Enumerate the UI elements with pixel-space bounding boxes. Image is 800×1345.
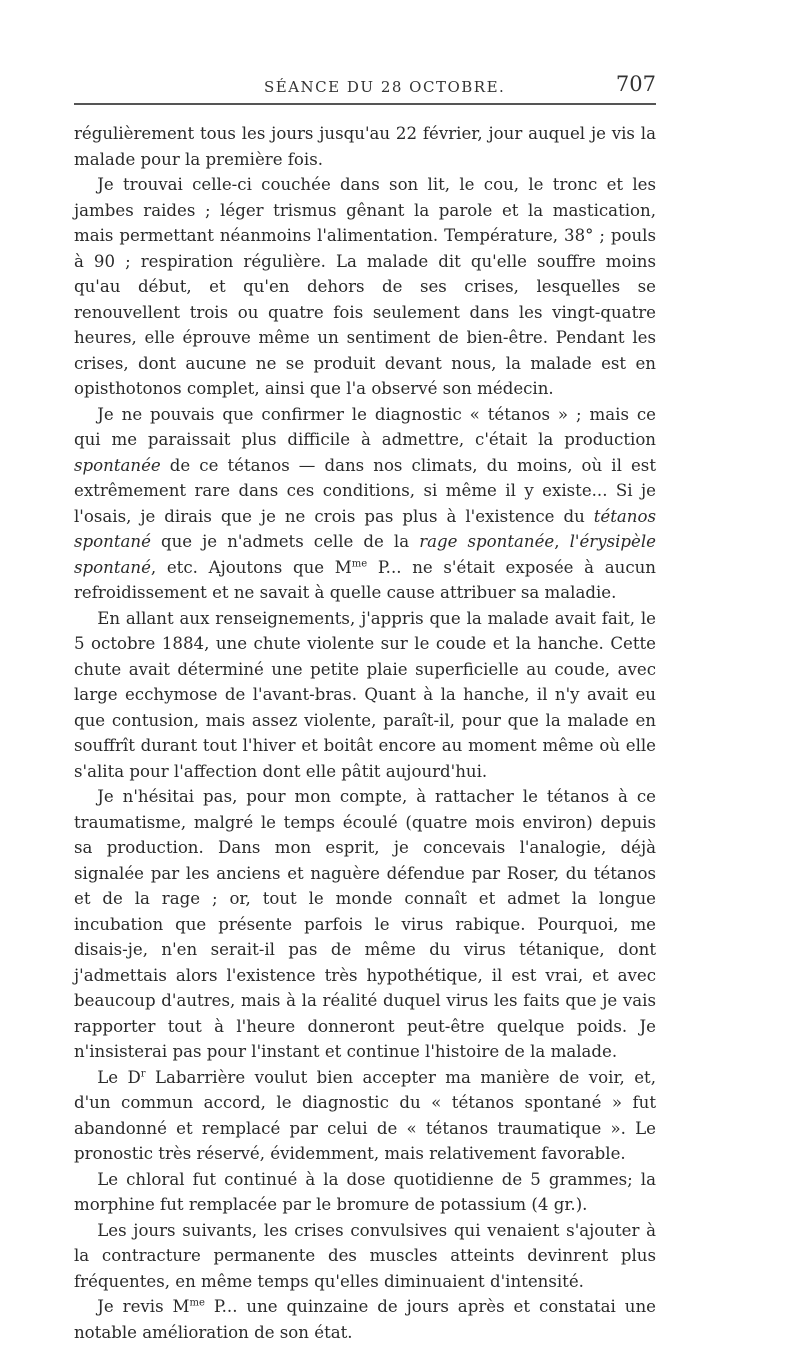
paragraph-3 bbox=[74, 402, 656, 606]
paragraph-8: Les jours suivants, les crises convulsives qui venaient s'ajouter à la contracture permanente des muscles atteints devinrent plus fréquentes, en même temps qu'elles diminuaient d'intensité. bbox=[74, 1220, 656, 1291]
body-text bbox=[74, 121, 656, 1345]
header-rule bbox=[74, 103, 656, 105]
italic-term: tétanos spontané bbox=[74, 506, 656, 551]
superscript: me bbox=[351, 557, 368, 569]
superscript: r bbox=[140, 1067, 146, 1079]
text-run: P... ne s'était exposée à aucun refroidissement et ne savait à quelle cause attribuer sa maladie. bbox=[74, 557, 656, 602]
paragraph-5: Je n'hésitai pas, pour mon compte, à rattacher le tétanos à ce traumatisme, malgré le temps écoulé (quatre mois environ) depuis sa production. Dans mon esprit, je concevais l'analogie, déjà signalée par les anciens et naguère défendue par Roser, du tétanos et de la rage ; or, tout le monde connaît et admet la longue incubation que présente parfois le virus rabique. Pourquoi, me disais-je, n'en serait-il pas de même du virus tétanique, dont j'admettais alors l'existence très hypothétique, il est vrai, et avec beaucoup d'autres, mais à la réalité duquel virus les faits que je vais rapporter tout à l'heure donneront peut-être quelque poids. Je n'insisterai pas pour l'instant et continue l'histoire de la malade. bbox=[74, 787, 656, 1061]
text-run: Labarrière voulut bien accepter ma manière de voir, et, d'un commun accord, le diagnostic du « tétanos spontané » fut abandonné et remplacé par celui de « tétanos traumatique ». Le pronostic très réservé, évidemment, mais relativement favorable. bbox=[74, 1067, 656, 1163]
page-header bbox=[74, 72, 656, 98]
italic-term: spontanée bbox=[74, 455, 161, 475]
text-run: de ce tétanos — dans nos climats, du moins, où il est extrêmement rare dans ces conditions, si même il y existe... Si je l'osais, je dirais que je ne crois pas plus à l'existence du bbox=[74, 455, 656, 526]
paragraph-1: régulièrement tous les jours jusqu'au 22 février, jour auquel je vis la malade pour la première fois. bbox=[74, 124, 656, 169]
text-run: , etc. Ajoutons que M bbox=[150, 557, 352, 577]
text-run: , bbox=[554, 532, 570, 551]
text-run: P... une quinzaine de jours après et constatai une notable amélioration de son état. bbox=[74, 1297, 656, 1342]
text-run: Je revis M bbox=[97, 1297, 190, 1316]
text-run: Je ne pouvais que confirmer le diagnostic « tétanos » ; mais ce qui me paraissait plus difficile à admettre, c'était la production bbox=[74, 404, 656, 449]
text-run: Le D bbox=[97, 1067, 141, 1087]
italic-term: l'érysipèle spontané bbox=[74, 532, 656, 577]
running-title: SÉANCE DU 28 OCTOBRE. bbox=[264, 78, 506, 96]
paragraph-9 bbox=[74, 1294, 656, 1345]
page-number: 707 bbox=[615, 72, 656, 96]
paragraph-6 bbox=[74, 1065, 656, 1167]
paragraph-4: En allant aux renseignements, j'appris que la malade avait fait, le 5 octobre 1884, une chute violente sur le coude et la hanche. Cette chute avait déterminé une petite plaie superficielle au coude, avec large ecchymose de l'avant-bras. Quant à la hanche, il n'y avait eu que contusion, mais assez violente, paraît-il, pour que la malade en souffrît durant tout l'hiver et boitât encore au moment même où elle s'alita pour l'affection dont elle pâtit aujourd'hui. bbox=[74, 608, 656, 781]
paragraph-7: Le chloral fut continué à la dose quotidienne de 5 grammes; la morphine fut remplacée par le bromure de potassium (4 gr.). bbox=[74, 1169, 656, 1214]
superscript: me bbox=[189, 1297, 205, 1309]
text-run: que je n'admets celle de la bbox=[150, 532, 420, 551]
paragraph-2: Je trouvai celle-ci couchée dans son lit, le cou, le tronc et les jambes raides ; léger trismus gênant la parole et la mastication, mais permettant néanmoins l'alimentation. Température, 38° ; pouls à 90 ; respiration régulière. La malade dit qu'elle souffre moins qu'au début, et qu'en dehors de ses crises, lesquelles se renouvellent trois ou quatre fois seulement dans les vingt-quatre heures, elle éprouve même un sentiment de bien-être. Pendant les crises, dont aucune ne se produit devant nous, la malade est en opisthotonos complet, ainsi que l'a observé son médecin. bbox=[74, 175, 656, 398]
italic-term: rage spontanée bbox=[419, 532, 555, 551]
